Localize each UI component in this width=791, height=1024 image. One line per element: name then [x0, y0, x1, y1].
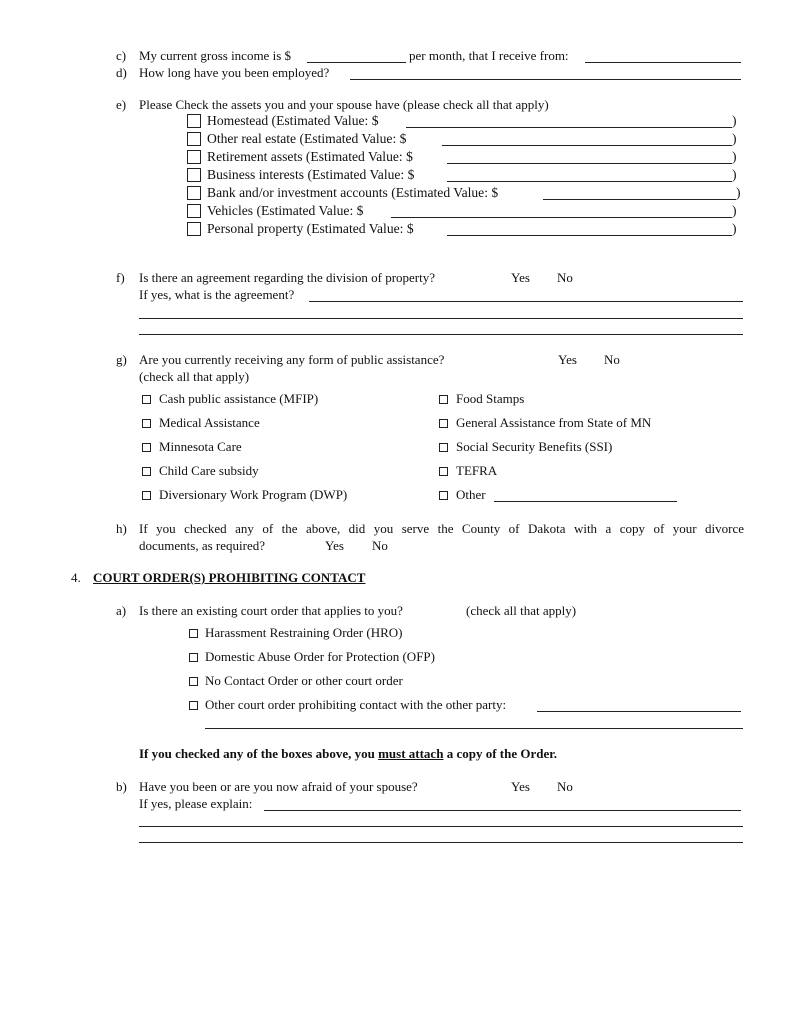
asset-close-paren: ) — [732, 203, 737, 218]
item-letter-f: f) — [116, 270, 125, 285]
attach-notice-emphasis: must attach — [378, 746, 444, 761]
asset-checkbox-business[interactable] — [187, 168, 201, 182]
employment-duration-label: How long have you been employed? — [139, 65, 330, 80]
order-other-field-line-2[interactable] — [205, 728, 743, 729]
assistance-label-ssi: Social Security Benefits (SSI) — [456, 439, 613, 454]
asset-close-paren: ) — [736, 185, 741, 200]
assets-question: Please Check the assets you and your spouse have (please check all that apply) — [139, 97, 549, 112]
assistance-label-medical: Medical Assistance — [159, 415, 260, 430]
asset-checkbox-retirement[interactable] — [187, 150, 201, 164]
asset-label-retirement: Retirement assets (Estimated Value: $ — [207, 149, 413, 164]
asset-close-paren: ) — [732, 113, 737, 128]
order-checkbox-no-contact[interactable] — [189, 677, 198, 686]
asset-value-field-business[interactable] — [447, 181, 732, 182]
afraid-explain-field-line-3[interactable] — [139, 842, 743, 843]
afraid-explain-field-line-2[interactable] — [139, 826, 743, 827]
order-label-hro: Harassment Restraining Order (HRO) — [205, 625, 403, 640]
public-assistance-question: Are you currently receiving any form of public assistance? — [139, 352, 445, 367]
public-assistance-yes[interactable]: Yes — [558, 352, 577, 367]
order-label-ofp: Domestic Abuse Order for Protection (OFP) — [205, 649, 435, 664]
court-order-question: Is there an existing court order that applies to you? — [139, 603, 403, 618]
item-letter-b: b) — [116, 779, 127, 794]
order-checkbox-hro[interactable] — [189, 629, 198, 638]
service-question-line-2: documents, as required? — [139, 538, 265, 553]
property-agreement-question: Is there an agreement regarding the division of property? — [139, 270, 435, 285]
item-letter-e: e) — [116, 97, 127, 112]
asset-label-vehicles: Vehicles (Estimated Value: $ — [207, 203, 364, 218]
assistance-other-field[interactable] — [494, 501, 677, 502]
assistance-label-general: General Assistance from State of MN — [456, 415, 652, 430]
public-assistance-note: (check all that apply) — [139, 369, 250, 384]
asset-checkbox-personal-property[interactable] — [187, 222, 201, 236]
property-agreement-field-line-1[interactable] — [309, 301, 743, 302]
asset-label-business: Business interests (Estimated Value: $ — [207, 167, 415, 182]
assistance-checkbox-food-stamps[interactable] — [439, 395, 448, 404]
item-letter-c: c) — [116, 48, 127, 63]
asset-checkbox-other-real-estate[interactable] — [187, 132, 201, 146]
asset-value-field-other-real-estate[interactable] — [442, 145, 732, 146]
afraid-yes[interactable]: Yes — [511, 779, 530, 794]
asset-label-personal-property: Personal property (Estimated Value: $ — [207, 221, 414, 236]
income-source-label: per month, that I receive from: — [409, 48, 569, 63]
assistance-label-tefra: TEFRA — [456, 463, 498, 478]
item-letter-g: g) — [116, 352, 127, 367]
assistance-checkbox-medical[interactable] — [142, 419, 151, 428]
order-other-field-line-1[interactable] — [537, 711, 741, 712]
order-label-no-contact: No Contact Order or other court order — [205, 673, 403, 688]
asset-value-field-bank-investment[interactable] — [543, 199, 736, 200]
assistance-checkbox-mncare[interactable] — [142, 443, 151, 452]
asset-value-field-vehicles[interactable] — [391, 217, 732, 218]
assistance-label-other: Other — [456, 487, 486, 502]
afraid-no[interactable]: No — [557, 779, 573, 794]
asset-close-paren: ) — [732, 131, 737, 146]
assistance-checkbox-general[interactable] — [439, 419, 448, 428]
item-letter-h: h) — [116, 521, 127, 536]
service-question-line-1: If you checked any of the above, did you serve the County of Dakota with a copy of your divorce — [139, 521, 744, 536]
attach-notice-pre: If you checked any of the boxes above, you — [139, 746, 379, 761]
property-agreement-yes[interactable]: Yes — [511, 270, 530, 285]
income-amount-field[interactable] — [307, 62, 406, 63]
property-agreement-no[interactable]: No — [557, 270, 573, 285]
item-letter-d: d) — [116, 65, 127, 80]
assistance-label-mncare: Minnesota Care — [159, 439, 242, 454]
public-assistance-no[interactable]: No — [604, 352, 620, 367]
order-checkbox-ofp[interactable] — [189, 653, 198, 662]
property-agreement-field-line-2[interactable] — [139, 318, 743, 319]
property-agreement-followup: If yes, what is the agreement? — [139, 287, 295, 302]
attach-notice-post: a copy of the Order. — [443, 746, 558, 761]
assistance-label-mfip: Cash public assistance (MFIP) — [159, 391, 319, 406]
asset-label-homestead: Homestead (Estimated Value: $ — [207, 113, 379, 128]
service-yes[interactable]: Yes — [325, 538, 344, 553]
assistance-checkbox-ssi[interactable] — [439, 443, 448, 452]
assistance-label-food-stamps: Food Stamps — [456, 391, 525, 406]
income-source-field[interactable] — [585, 62, 741, 63]
asset-value-field-retirement[interactable] — [447, 163, 732, 164]
order-checkbox-other[interactable] — [189, 701, 198, 710]
asset-close-paren: ) — [732, 149, 737, 164]
assistance-checkbox-dwp[interactable] — [142, 491, 151, 500]
section-number: 4. — [71, 570, 81, 585]
service-no[interactable]: No — [372, 538, 388, 553]
income-label: My current gross income is $ — [139, 48, 292, 63]
assistance-label-childcare: Child Care subsidy — [159, 463, 259, 478]
assistance-checkbox-tefra[interactable] — [439, 467, 448, 476]
asset-value-field-homestead[interactable] — [406, 127, 732, 128]
afraid-explain-field-line-1[interactable] — [264, 810, 741, 811]
assistance-checkbox-childcare[interactable] — [142, 467, 151, 476]
assistance-checkbox-other[interactable] — [439, 491, 448, 500]
assistance-label-dwp: Diversionary Work Program (DWP) — [159, 487, 348, 502]
asset-value-field-personal-property[interactable] — [447, 235, 732, 236]
assistance-checkbox-mfip[interactable] — [142, 395, 151, 404]
employment-duration-field[interactable] — [350, 79, 741, 80]
order-label-other: Other court order prohibiting contact with the other party: — [205, 697, 507, 712]
asset-checkbox-homestead[interactable] — [187, 114, 201, 128]
item-letter-a: a) — [116, 603, 127, 618]
afraid-followup: If yes, please explain: — [139, 796, 253, 811]
asset-label-bank-investment: Bank and/or investment accounts (Estimated Value: $ — [207, 185, 499, 200]
court-order-note: (check all that apply) — [466, 603, 577, 618]
asset-label-other-real-estate: Other real estate (Estimated Value: $ — [207, 131, 407, 146]
asset-close-paren: ) — [732, 167, 737, 182]
asset-close-paren: ) — [732, 221, 737, 236]
attach-order-notice — [139, 746, 557, 762]
property-agreement-field-line-3[interactable] — [139, 334, 743, 335]
asset-checkbox-bank-investment[interactable] — [187, 186, 201, 200]
afraid-question: Have you been or are you now afraid of your spouse? — [139, 779, 418, 794]
asset-checkbox-vehicles[interactable] — [187, 204, 201, 218]
section-heading: COURT ORDER(S) PROHIBITING CONTACT — [93, 570, 366, 585]
